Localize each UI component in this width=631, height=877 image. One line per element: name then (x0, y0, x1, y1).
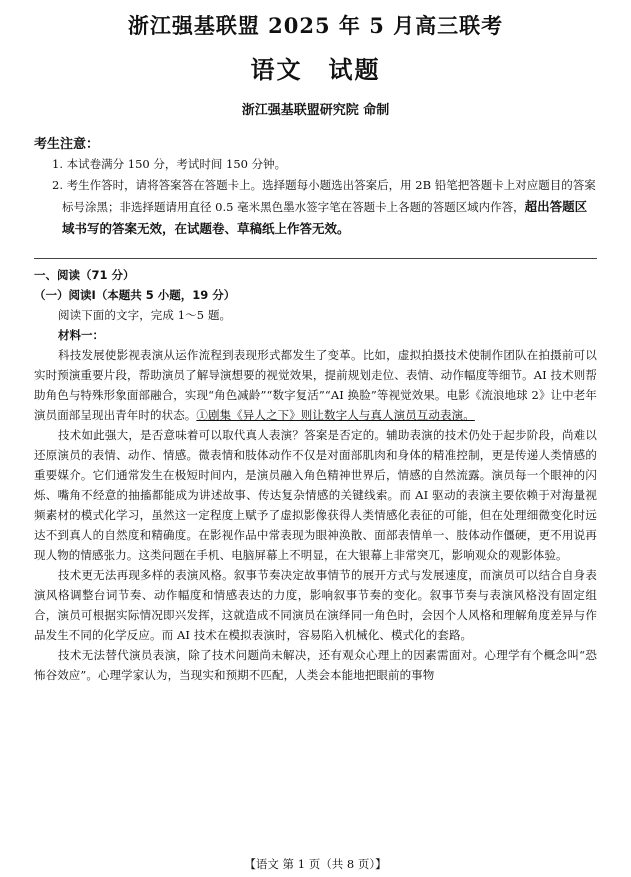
section-divider (34, 258, 597, 259)
paragraph-1-text: 科技发展使影视表演从运作流程到表现形式都发生了变革。比如，虚拟拍摄技术使制作团队在拍摄前可以实时预演重要片段，帮助演员了解导演想要的视觉效果，提前规划走位、表情、动作幅度等细节。AI 技术则帮助角色与特殊形象面部融合，实现“角色减龄”“数字复活”“AI 换脸”等视觉效果。电影《流浪地球 2》让中老年演员面部呈现出青年时的状态。 (34, 348, 597, 422)
underlined-sentence-1: ①剧集《异人之下》则让数字人与真人演员互动表演。 (196, 408, 475, 422)
notice-item-2-emphasis: 超出答题区域书写的答案无效，在试题卷、草稿纸上作答无效。 (62, 199, 588, 236)
notice-item-1: 1. 本试卷满分 150 分，考试时间 150 分钟。 (52, 157, 287, 171)
page-footer: 【语文 第 1 页（共 8 页）】 (244, 857, 387, 871)
subject-title (34, 56, 597, 84)
material-label: 材料一： (58, 328, 104, 342)
part-heading: 一、阅读（71 分） (34, 268, 135, 282)
paragraph-3: 技术更无法再现多样的表演风格。叙事节奏决定故事情节的展开方式与发展速度，而演员可以结合自身表演风格调整台词节奏、动作幅度和情感表达的力度，影响叙事节奏的变化。叙事节奏与表演风格没有固定组合，演员可根据实际情况即兴发挥，这就造成不同演员在演绎同一角色时，会因个人风格和理解角度差异与作品发生不同的化学反应。而 AI 技术在模拟表演时，容易陷入机械化、模式化的套路。 (34, 568, 597, 642)
reading-body (34, 305, 597, 685)
exam-title: 浙江强基联盟 2025 年 5 月高三联考 (127, 13, 504, 38)
instruction-line: 阅读下面的文字，完成 1～5 题。 (58, 308, 232, 322)
notice-item-2 (34, 175, 597, 240)
subject-name: 语文 (250, 55, 303, 84)
subsection-heading: （一）阅读Ⅰ（本题共 5 小题，19 分） (34, 288, 236, 302)
organizer-line: 浙江强基联盟研究院 命制 (241, 103, 390, 118)
paragraph-1 (34, 345, 597, 425)
paragraph-4: 技术无法替代演员表演，除了技术问题尚未解决，还有观众心理上的因素需面对。心理学有个概念叫“恐怖谷效应”。心理学家认为，当现实和预期不匹配，人类会本能地把眼前的事物 (34, 648, 597, 682)
paper-name: 试题 (328, 55, 381, 84)
paragraph-2: 技术如此强大，是否意味着可以取代真人表演？答案是否定的。辅助表演的技术仍处于起步阶段，尚难以还原演员的表情、动作、情感。微表情和肢体动作不仅是对面部肌肉和身体的精准控制，更是传递人类情感的重要媒介。它们通常发生在极短时间内，是演员融入角色精神世界后，情感的自然流露。演员每一个眼神的闪烁、嘴角不经意的抽搐都能成为讲述故事、传达复杂情感的关键线索。而 AI 驱动的表演主要依赖于对海量视频素材的模式化学习，虽然这一定程度上赋予了虚拟影像获得人类情感化表征的可能，但在处理细微变化时远达不到真人的自然度和精确度。在影视作品中常表现为眼神涣散、面部表情单一、肢体动作僵硬，更不用说再现人物的情感张力。这类问题在手机、电脑屏幕上不明显，在大银幕上非常突兀，影响观众的观影体验。 (34, 428, 597, 562)
notice-list (34, 154, 597, 240)
notice-heading: 考生注意： (34, 137, 100, 152)
notice-item-2-text: 2. 考生作答时，请将答案答在答题卡上。选择题每小题选出答案后，用 2B 铅笔把答题卡上对应题目的答案标号涂黑；非选择题请用直径 0.5 毫米黑色墨水签字笔在答题卡上各题的答题区域内作答， (52, 178, 596, 214)
